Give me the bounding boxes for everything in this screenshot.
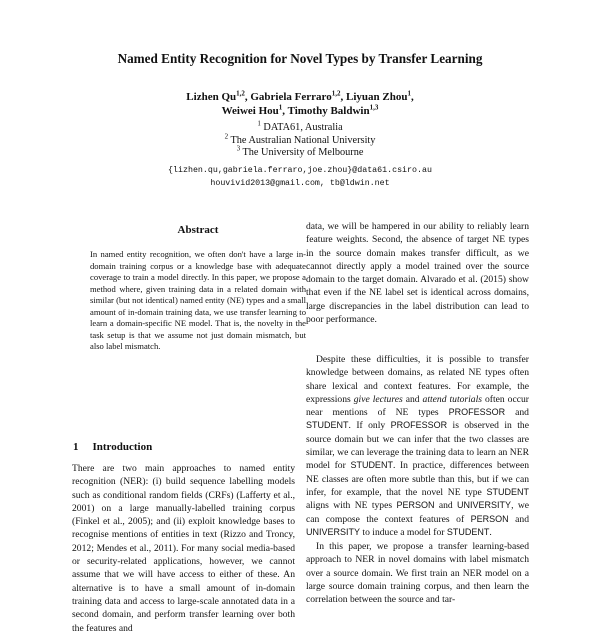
text-run: aligns with NE types bbox=[306, 500, 397, 512]
intro-right-paragraph-1: data, we will be hampered in our ability to reliably learn feature weights. Second, the absence of target NE types in the source domain makes transfer difficult, as we cannot directly apply a model trained over the source domain to the target domain. Alvarado et al. (2015) show that even if the NE label set is identical across domains, large discrepancies in the label distribution can lead to poor performance. bbox=[306, 221, 529, 326]
text-run: and bbox=[505, 407, 529, 419]
abstract-text: In named entity recognition, we often don't have a large in-domain training corpus or a knowledge base with adequate coverage to train a model directly. In this paper, we propose a method where, given training data in a related domain with similar (but not identical) named entity (NE) types and a small amount of in-domain training data, we use transfer learning to learn a domain-specific NE model. That is, the novelty in the task setup is that we assume not just domain mismatch, but also label mismatch. bbox=[90, 249, 306, 351]
section-number: 1 bbox=[73, 441, 79, 453]
affiliation-text: DATA61, Australia bbox=[263, 122, 343, 133]
section-heading-introduction bbox=[73, 441, 166, 453]
abstract-heading: Abstract bbox=[177, 224, 219, 236]
author-separator: , bbox=[410, 91, 414, 103]
text-run: , we can compose the context features of bbox=[306, 500, 530, 525]
italic-phrase: attend tutorials bbox=[422, 393, 483, 405]
ne-type-label: STUDENT bbox=[306, 420, 349, 431]
author-name: Liyuan Zhou bbox=[345, 91, 408, 103]
text-run: to induce a model for bbox=[360, 526, 447, 538]
text-run: is observed in the source domain but we can infer that the two classes are similar, we can leverage the training data to learn an NER model for bbox=[306, 420, 529, 472]
section-title: Introduction bbox=[92, 441, 153, 453]
author-name: Timothy Baldwin bbox=[287, 105, 370, 117]
author-affil-mark: 1 bbox=[278, 103, 283, 112]
ne-type-label: PERSON bbox=[470, 513, 509, 524]
author-affil-mark: 1,2 bbox=[236, 89, 245, 98]
affiliation bbox=[0, 132, 600, 148]
ne-type-label: PERSON bbox=[396, 500, 435, 511]
author-affil-mark: 1,2 bbox=[331, 89, 341, 98]
ne-type-label: UNIVERSITY bbox=[457, 500, 512, 511]
author-separator: , bbox=[244, 91, 251, 103]
intro-right-paragraph-2 bbox=[306, 353, 529, 539]
ne-type-label: PROFESSOR bbox=[448, 407, 506, 418]
affiliation bbox=[0, 144, 600, 160]
author-separator: , bbox=[340, 91, 346, 103]
text-run: and bbox=[508, 513, 529, 525]
affiliation-list bbox=[0, 119, 600, 160]
text-run: and bbox=[434, 500, 458, 512]
email-line: {lizhen.qu,gabriela.ferraro,joe.zhou}@data61.csiro.au bbox=[168, 166, 432, 175]
text-run: . bbox=[489, 526, 492, 538]
author-affil-mark: 1,3 bbox=[369, 103, 379, 112]
author-line-2 bbox=[0, 104, 600, 118]
affiliation-text: The University of Melbourne bbox=[242, 147, 364, 158]
affiliation-mark: 1 bbox=[257, 119, 261, 128]
affiliation-mark: 3 bbox=[236, 144, 241, 153]
author-name: Gabriela Ferraro bbox=[250, 91, 332, 103]
ne-type-label: UNIVERSITY bbox=[306, 526, 361, 537]
author-name: Weiwei Hou bbox=[221, 105, 279, 117]
ne-type-label: STUDENT bbox=[446, 526, 490, 537]
text-run: . If only bbox=[348, 420, 391, 432]
affiliation bbox=[0, 119, 600, 135]
affiliation-text: The Australian National University bbox=[230, 134, 376, 146]
affiliation-mark: 2 bbox=[224, 132, 229, 141]
text-run: and bbox=[402, 393, 423, 405]
author-line-1 bbox=[0, 90, 600, 104]
author-affil-mark: 1 bbox=[407, 89, 411, 98]
paper-title: Named Entity Recognition for Novel Types by Transfer Learning bbox=[117, 51, 483, 66]
intro-right-paragraph-3: In this paper, we propose a transfer learning-based approach to NER in novel domains with label mismatch over a source domain. We first train an NER model on a large source domain training corpus, and then learn the correlation between the source and tar- bbox=[306, 541, 529, 606]
author-list bbox=[0, 90, 600, 118]
ne-type-label: STUDENT bbox=[486, 486, 529, 497]
intro-left-paragraph: There are two main approaches to named entity recognition (NER): (i) build sequence labelling models such as conditional random fields (CRFs) (Lafferty et al., 2001) on a large manually-labelled training corpus (Finkel et al., 2005); and (ii) exploit knowledge bases to recognise mentions of entities in text (Rizzo and Troncy, 2012; Mendes et al., 2011). For many social media-based or security-related applications, however, we cannot assume that we will have access to either of these. An alternative is to have a small amount of in-domain training data and access to large-scale annotated data in a second domain, and perform transfer learning over both the features and bbox=[72, 463, 295, 634]
text-run: Despite these difficulties, it is possible to transfer knowledge between domains, as related NE types often share lexical and context features. For example, the expressions bbox=[306, 354, 529, 405]
text-run: . In practice, differences between NE classes are often more subtle than this, but if we can infer, for example, that the novel NE type bbox=[306, 460, 530, 498]
ne-type-label: PROFESSOR bbox=[390, 420, 448, 431]
author-name: Lizhen Qu bbox=[186, 91, 237, 103]
italic-phrase: give lectures bbox=[353, 393, 403, 405]
email-block bbox=[0, 164, 600, 190]
ne-type-label: STUDENT bbox=[350, 460, 393, 471]
email-line: houvivid2013@gmail.com, tb@ldwin.net bbox=[210, 179, 390, 188]
author-separator: , bbox=[282, 105, 288, 117]
text-run: often occur near mentions of NE types bbox=[306, 393, 529, 419]
